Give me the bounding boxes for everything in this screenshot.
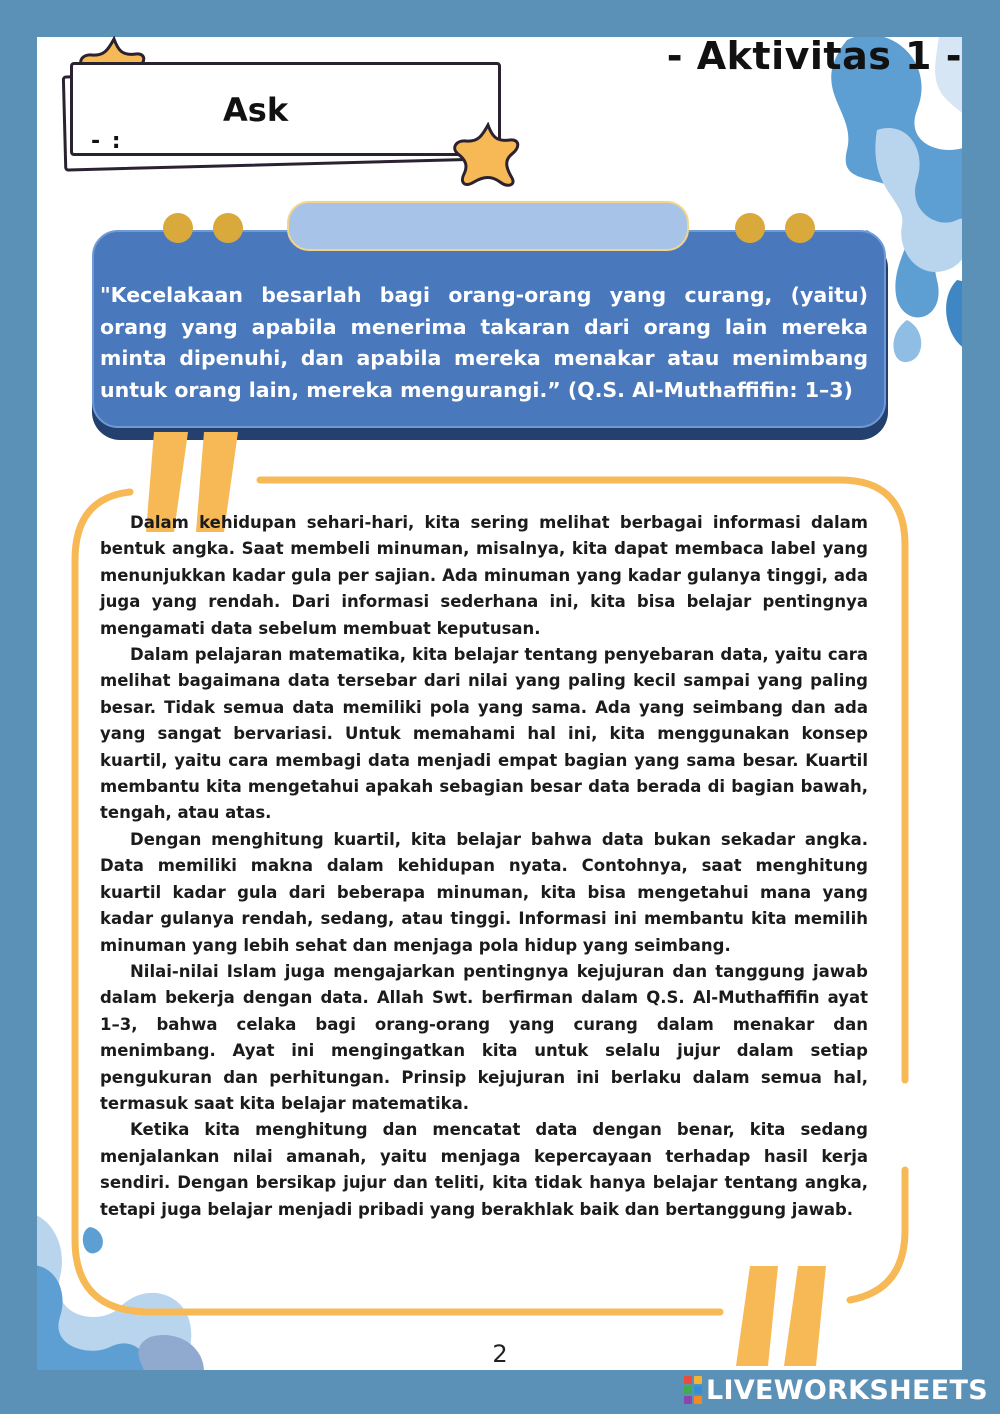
activity-title: - Aktivitas 1 - [666, 34, 962, 78]
quote-box-tab [287, 201, 689, 251]
body-paragraph: Ketika kita menghitung dan mencatat data dengan benar, kita sedang menjalankan nilai amanah, yaitu menjaga kepercayaan terhadap hasil kerja sendiri. Dengan bersikap jujur dan teliti, kita tidak hanya belajar tentang angka, tetapi juga belajar menjadi pribadi yang berakhlak baik dan bertanggung jawab. [100, 1120, 868, 1219]
quran-quote-text: "Kecelakaan besarlah bagi orang-orang yang curang, (yaitu) orang yang apabila menerima takaran dari orang lain mereka minta dipenuhi, dan apabila mereka menakar atau menimbang untuk orang lain, mereka mengurangi.” (Q.S. Al-Muthaffifin: 1–3) [100, 283, 868, 402]
star-icon [452, 122, 524, 188]
ask-label: Ask [223, 91, 289, 129]
decor-dot [735, 213, 765, 243]
body-text [100, 510, 868, 1223]
decor-dot [163, 213, 193, 243]
body-paragraph: Dalam pelajaran matematika, kita belajar tentang penyebaran data, yaitu cara melihat bagaimana data tersebar dari nilai yang paling kecil sampai yang paling besar. Tidak semua data memiliki pola yang sama. Ada yang seimbang dan ada yang sangat bervariasi. Untuk memahami hal ini, kita menggunakan konsep kuartil, yaitu cara membagi data menjadi empat bagian yang sama besar. Kuartil membantu kita mengetahui apakah sebagian besar data berada di bagian bawah, tengah, atau atas. [100, 645, 868, 823]
liveworksheets-logo-icon [684, 1376, 702, 1404]
body-paragraph: Nilai-nilai Islam juga mengajarkan pentingnya kejujuran dan tanggung jawab dalam bekerja dengan data. Allah Swt. berfirman dalam Q.S. Al-Muthaffifin ayat 1–3, bahwa celaka bagi orang-orang yang curang dalam menakar dan menimbang. Ayat ini mengingatkan kita untuk selalu jujur dalam setiap pengukuran dan perhitungan. Prinsip kejujuran ini berlaku dalam semua hal, termasuk saat kita belajar matematika. [100, 961, 868, 1113]
body-paragraph: Dalam kehidupan sehari-hari, kita sering melihat berbagai informasi dalam bentuk angka. Saat membeli minuman, misalnya, kita dapat membaca label yang menunjukkan kadar gula per sajian. Ada minuman yang kadar gulanya tinggi, ada juga yang rendah. Dari informasi sederhana ini, kita bisa belajar pentingnya mengamati data sebelum membuat keputusan. [100, 513, 868, 638]
ask-sublabel: - : [91, 129, 123, 154]
decor-dot [785, 213, 815, 243]
watermark-text: LIVEWORKSHEETS [705, 1374, 988, 1406]
body-paragraph: Dengan menghitung kuartil, kita belajar bahwa data bukan sekadar angka. Data memiliki makna dalam kehidupan nyata. Contohnya, saat menghitung kuartil kadar gula dari beberapa minuman, kita bisa mengetahui mana yang kadar gulanya rendah, sedang, atau tinggi. Informasi ini membantu kita memilih minuman yang lebih sehat dan menjaga pola hidup yang seimbang. [100, 829, 868, 955]
page-number: 2 [492, 1340, 508, 1368]
decor-dot [213, 213, 243, 243]
liveworksheets-watermark[interactable] [684, 1372, 988, 1408]
ask-card [70, 62, 501, 156]
